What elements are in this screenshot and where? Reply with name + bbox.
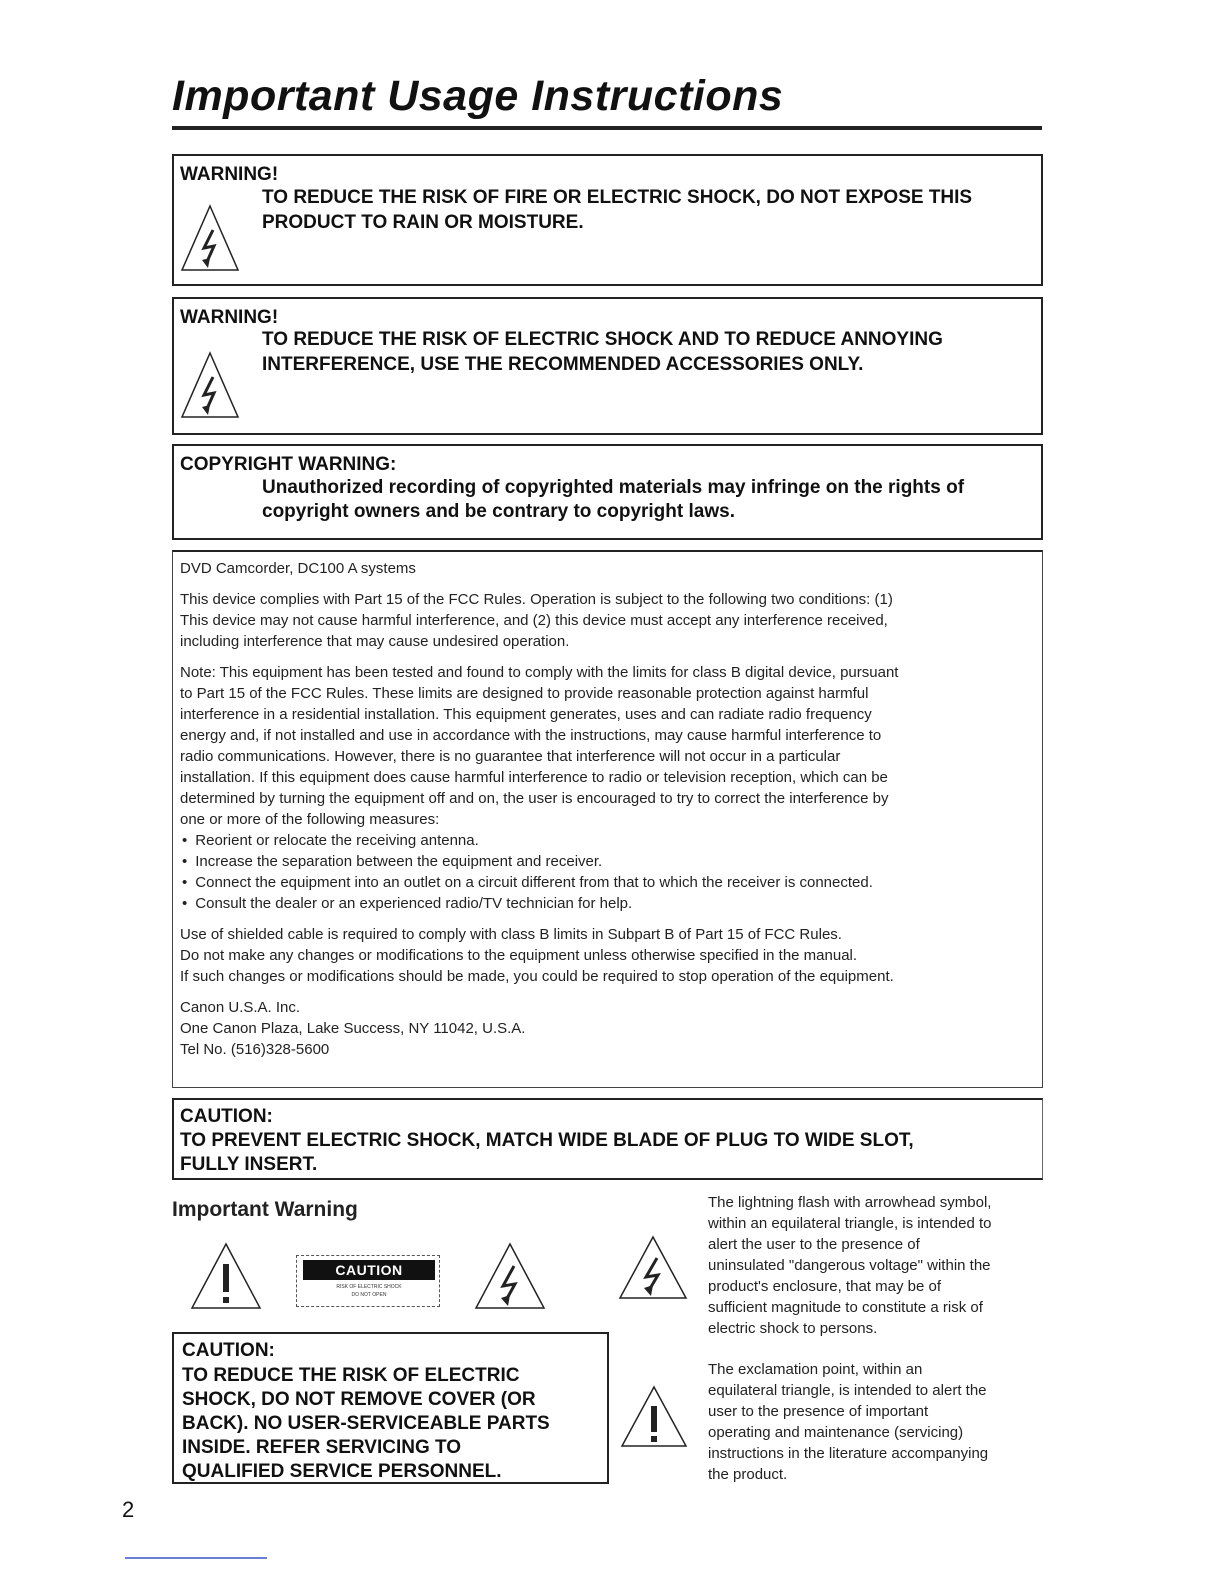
lightning-description	[708, 1192, 1048, 1339]
footer-link-underline	[125, 1557, 267, 1559]
warning-heading: WARNING!	[180, 164, 279, 185]
description-line: electric shock to persons.	[708, 1320, 878, 1337]
fcc-note-line: installation. If this equipment does cause harmful interference to radio or television reception, which can be	[180, 769, 888, 786]
warning-text-line: TO REDUCE THE RISK OF FIRE OR ELECTRIC SHOCK, DO NOT EXPOSE THIS	[262, 187, 973, 208]
shielded-cable-line: If such changes or modifications should be made, you could be required to stop operation of the equipment.	[180, 968, 894, 985]
lightning-warning-icon	[180, 202, 240, 274]
description-line: within an equilateral triangle, is intended to	[708, 1215, 992, 1232]
lightning-warning-icon	[474, 1240, 546, 1312]
title-rule	[172, 126, 1042, 130]
shielded-cable-line: Use of shielded cable is required to comply with class B limits in Subpart B of Part 15 of FCC Rules.	[180, 926, 842, 943]
caution-text-line: INSIDE. REFER SERVICING TO	[182, 1437, 462, 1458]
shielded-cable-line: Do not make any changes or modifications to the equipment unless otherwise specified in the manual.	[180, 947, 858, 964]
description-line: operating and maintenance (servicing)	[708, 1424, 964, 1441]
warning-accessories-box	[172, 297, 1043, 435]
measure-list-item: • Reorient or relocate the receiving antenna.	[180, 830, 1038, 851]
copyright-warning-box	[172, 444, 1043, 540]
caution-text-line: TO REDUCE THE RISK OF ELECTRIC	[182, 1365, 520, 1386]
fcc-note-line: energy and, if not installed and use in accordance with the instructions, may cause harmful interference to	[180, 727, 882, 744]
description-line: the product.	[708, 1466, 788, 1483]
fcc-compliance-line: This device may not cause harmful interference, and (2) this device must accept any interference received,	[180, 612, 888, 629]
description-line: user to the presence of important	[708, 1403, 929, 1420]
warning-heading: WARNING!	[180, 307, 279, 328]
description-line: alert the user to the presence of	[708, 1236, 920, 1253]
measure-list-item: • Consult the dealer or an experienced radio/TV technician for help.	[180, 893, 1038, 914]
copyright-heading: COPYRIGHT WARNING:	[180, 454, 397, 475]
caution-heading: CAUTION:	[182, 1340, 275, 1361]
description-line: equilateral triangle, is intended to alert the	[708, 1382, 987, 1399]
company-address: One Canon Plaza, Lake Success, NY 11042, U.S.A.	[180, 1020, 526, 1037]
caution-label-image	[296, 1255, 440, 1307]
page-number: 2	[122, 1497, 135, 1522]
fcc-note-line: interference in a residential installation. This equipment generates, uses and can radiate radio frequency	[180, 706, 872, 723]
caution-text-line: TO PREVENT ELECTRIC SHOCK, MATCH WIDE BLADE OF PLUG TO WIDE SLOT,	[180, 1130, 914, 1151]
product-name: DVD Camcorder, DC100 A systems	[180, 560, 416, 577]
measure-list-item: • Increase the separation between the equipment and receiver.	[180, 851, 1038, 872]
important-warning-heading: Important Warning	[172, 1198, 358, 1221]
fcc-statement-box	[172, 550, 1043, 1088]
caution-label-small: DO NOT OPEN	[351, 1292, 387, 1298]
copyright-text-line: copyright owners and be contrary to copyright laws.	[262, 501, 735, 522]
fcc-note-line: radio communications. However, there is no guarantee that interference will not occur in a particular	[180, 748, 841, 765]
page-title: Important Usage Instructions	[172, 72, 784, 120]
description-line: product's enclosure, that may be of	[708, 1278, 941, 1295]
caution-text-line: FULLY INSERT.	[180, 1154, 318, 1175]
exclamation-warning-icon	[190, 1240, 262, 1312]
caution-label-text: CAUTION	[303, 1260, 435, 1280]
warning-text-line: PRODUCT TO RAIN OR MOISTURE.	[262, 212, 584, 233]
description-line: instructions in the literature accompanying	[708, 1445, 989, 1462]
company-phone: Tel No. (516)328-5600	[180, 1041, 330, 1058]
fcc-note-line: Note: This equipment has been tested and found to comply with the limits for class B digital device, pursuant	[180, 664, 899, 681]
exclamation-description	[708, 1359, 1048, 1485]
warning-text-line: TO REDUCE THE RISK OF ELECTRIC SHOCK AND TO REDUCE ANNOYING	[262, 329, 943, 350]
caution-heading: CAUTION:	[180, 1106, 273, 1127]
fcc-statement	[180, 558, 1038, 1060]
caution-plug-box	[172, 1098, 1043, 1180]
caution-text-line: SHOCK, DO NOT REMOVE COVER (OR	[182, 1389, 536, 1410]
caution-text-line: BACK). NO USER-SERVICEABLE PARTS	[182, 1413, 550, 1434]
copyright-text-line: Unauthorized recording of copyrighted materials may infringe on the rights of	[262, 477, 965, 498]
fcc-note-line: determined by turning the equipment off and on, the user is encouraged to try to correct the interference by	[180, 790, 889, 807]
caution-label-small: RISK OF ELECTRIC SHOCK	[336, 1284, 402, 1290]
measure-list-item: • Connect the equipment into an outlet on a circuit different from that to which the receiver is connected.	[180, 872, 1038, 893]
company-name: Canon U.S.A. Inc.	[180, 999, 301, 1016]
lightning-warning-icon	[180, 349, 240, 421]
description-line: uninsulated "dangerous voltage" within the	[708, 1257, 991, 1274]
description-line: The lightning flash with arrowhead symbol,	[708, 1194, 992, 1211]
caution-text	[182, 1364, 550, 1484]
fcc-note-line: to Part 15 of the FCC Rules. These limits are designed to provide reasonable protection against harmful	[180, 685, 869, 702]
warning-text-line: INTERFERENCE, USE THE RECOMMENDED ACCESSORIES ONLY.	[262, 354, 864, 375]
fcc-compliance-line: including interference that may cause undesired operation.	[180, 633, 570, 650]
lightning-warning-icon	[618, 1234, 688, 1302]
warning-fire-box	[172, 154, 1043, 286]
caution-cover-box	[172, 1332, 609, 1484]
description-line: sufficient magnitude to constitute a risk of	[708, 1299, 983, 1316]
fcc-note-line: one or more of the following measures:	[180, 811, 440, 828]
description-line: The exclamation point, within an	[708, 1361, 923, 1378]
exclamation-warning-icon	[620, 1384, 688, 1450]
fcc-compliance-line: This device complies with Part 15 of the FCC Rules. Operation is subject to the following two conditions: (1)	[180, 591, 893, 608]
caution-text-line: QUALIFIED SERVICE PERSONNEL.	[182, 1461, 502, 1482]
